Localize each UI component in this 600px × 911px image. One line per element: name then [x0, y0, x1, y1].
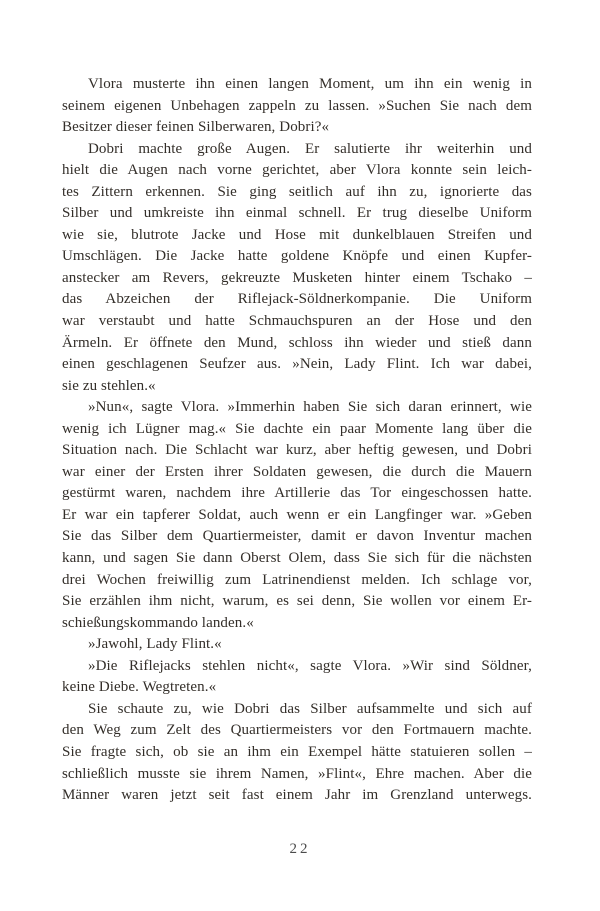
text-line: »Die Riflejacks stehlen nicht«, sagte Vlora. »Wir sind Söldner, — [88, 657, 532, 674]
page-number: 22 — [289, 841, 311, 857]
text-line: Männer waren jetzt seit fast einem Jahr im Grenzland unterwegs. — [62, 787, 532, 804]
text-line: wie sie, blutrote Jacke und Hose mit dunkelblauen Streifen und — [62, 226, 532, 243]
text-line: kann, und sagen Sie dann Oberst Olem, dass Sie sich für die nächsten — [62, 550, 532, 567]
text-line: Umschlägen. Die Jacke hatte goldene Knöpfe und einen Kupfer- — [62, 248, 532, 265]
text-line: Er war ein tapferer Soldat, auch wenn er ein Langfinger war. »Geben — [62, 506, 532, 523]
text-line: das Abzeichen der Riflejack-Söldnerkompanie. Die Uniform — [62, 291, 532, 308]
text-line: war einer der Ersten ihrer Soldaten gewesen, die durch die Mauern — [62, 463, 532, 480]
text-line: Silber und umkreiste ihn einmal schnell. Er trug dieselbe Uniform — [62, 205, 532, 222]
text-line: keine Diebe. Wegtreten.« — [62, 679, 217, 696]
text-line: Besitzer dieser feinen Silberwaren, Dobri?« — [62, 119, 330, 136]
text-line: Sie das Silber dem Quartiermeister, damit er davon Inventur machen — [62, 528, 532, 545]
text-line: schießungskommando landen.« — [62, 614, 254, 631]
text-line: Sie schaute zu, wie Dobri das Silber aufsammelte und sich auf — [88, 700, 532, 717]
text-line: gestürmt waren, nachdem ihre Artillerie das Tor eingeschossen hatte. — [62, 485, 532, 502]
text-line: Vlora musterte ihn einen langen Moment, um ihn ein wenig in — [88, 76, 532, 92]
text-line: Ärmeln. Er öffnete den Mund, schloss ihn wieder und stieß dann — [62, 334, 532, 351]
paragraph — [62, 634, 532, 656]
text-line: schließlich musste sie ihrem Namen, »Flint«, Ehre machen. Aber die — [62, 765, 532, 782]
text-line: anstecker am Revers, gekreuzte Musketen hinter einem Tschako – — [62, 269, 532, 286]
text-line: einen geschlagenen Seufzer aus. »Nein, Lady Flint. Ich war dabei, — [62, 356, 532, 373]
page-text — [62, 74, 532, 807]
paragraph — [62, 656, 532, 699]
text-line: sie zu stehlen.« — [62, 377, 156, 394]
text-line: seinem eigenen Unbehagen zappeln zu lassen. »Suchen Sie nach dem — [62, 97, 532, 114]
paragraph — [62, 699, 532, 807]
text-line: Situation nach. Die Schlacht war kurz, aber heftig gewesen, und Dobri — [62, 442, 532, 459]
text-line: den Weg zum Zelt des Quartiermeisters vor den Fortmauern machte. — [62, 722, 532, 739]
text-line: tes Zittern erkennen. Sie ging seitlich auf ihn zu, ignorierte das — [62, 183, 532, 200]
paragraph — [62, 139, 532, 398]
text-line: hielt die Augen nach vorne gerichtet, aber Vlora konnte sein leich- — [62, 162, 532, 179]
paragraph — [62, 397, 532, 634]
page-footer — [0, 840, 600, 858]
text-line: »Jawohl, Lady Flint.« — [88, 636, 222, 653]
text-line: drei Wochen freiwillig zum Latrinendienst melden. Ich schlage vor, — [62, 571, 532, 588]
text-line: Sie erzählen ihm nicht, warum, es sei denn, Sie wollen vor einem Er- — [62, 593, 532, 610]
text-line: war verstaubt und hatte Schmauchspuren an der Hose und den — [62, 313, 532, 330]
text-line: »Nun«, sagte Vlora. »Immerhin haben Sie sich daran erinnert, wie — [88, 399, 532, 416]
text-line: wenig ich Lügner mag.« Sie dachte ein paar Momente lang über die — [62, 420, 532, 437]
text-line: Dobri machte große Augen. Er salutierte ihr weiterhin und — [88, 140, 532, 157]
paragraph — [62, 74, 532, 139]
text-line: Sie fragte sich, ob sie an ihm ein Exempel hätte statuieren sollen – — [62, 743, 532, 760]
